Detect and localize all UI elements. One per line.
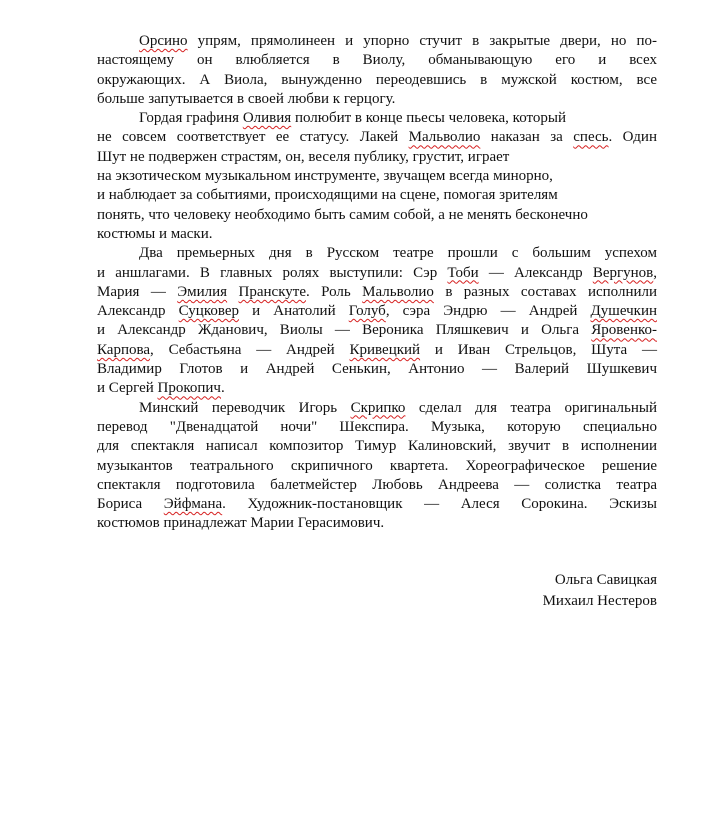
text-segment: . Один	[608, 129, 657, 146]
text-segment: костюмов принадлежат Марии Герасимович.	[97, 515, 385, 532]
text-segment: сделал для театра оригинальный	[405, 399, 657, 416]
text-line	[97, 495, 657, 514]
spellcheck-flagged-word: Мальволио	[362, 283, 434, 300]
text-line	[97, 476, 657, 495]
text-segment: Минский переводчик Игорь	[139, 399, 351, 416]
text-segment: не совсем соответствует ее статусу. Лакей	[97, 129, 409, 146]
text-segment: больше запутывается в своей любви к герцогу.	[97, 90, 396, 107]
text-segment: и Анатолий	[239, 303, 349, 320]
author-name: Ольга Савицкая	[554, 572, 657, 588]
text-line	[97, 206, 657, 225]
paragraph	[97, 32, 657, 109]
text-segment: наказан за	[480, 129, 574, 146]
text-segment: и Александр Жданович, Виолы — Вероника Пляшкевич и Ольга	[97, 322, 592, 339]
text-segment	[227, 284, 238, 300]
text-line	[97, 51, 657, 70]
text-line	[97, 283, 657, 302]
text-line	[97, 437, 657, 456]
text-segment: спектакля подготовила балетмейстер Любовь Андреева — солистка театра	[97, 476, 657, 493]
text-segment: Гордая графиня	[139, 110, 243, 127]
text-segment: костюмы и маски.	[97, 225, 213, 242]
text-line	[97, 399, 657, 418]
spellcheck-flagged-word: Мальволио	[408, 129, 481, 146]
text-segment: настоящему он влюбляется в Виолу, обманывающую его и всех	[97, 52, 657, 69]
text-line	[97, 109, 657, 128]
text-line	[97, 321, 657, 340]
text-line	[97, 457, 657, 476]
text-line	[97, 128, 657, 147]
spellcheck-flagged-word: спесь	[573, 129, 609, 146]
text-segment: , сэра Эндрю — Андрей	[385, 303, 591, 320]
text-segment: окружающих. А Виола, вынужденно переодевшись в мужской костюм, все	[97, 71, 657, 88]
spellcheck-flagged-word: Скрипко	[350, 399, 406, 416]
spellcheck-flagged-word: Пранскуте	[238, 283, 306, 300]
author-name: Михаил Нестеров	[542, 593, 657, 609]
text-segment: ,	[653, 264, 657, 281]
text-segment: упрям, прямолинеен и упорно стучит в закрытые двери, но по-	[187, 33, 657, 49]
text-segment: Шут не подвержен страстям, он, веселя публику, грустит, играет	[97, 148, 510, 165]
text-segment: и аншлагами. В главных ролях выступили: Сэр	[97, 264, 448, 281]
text-line	[97, 379, 657, 398]
text-line	[97, 148, 657, 167]
text-segment: Владимир Глотов и Андрей Сенькин, Антонио — Валерий Шушкевич	[97, 361, 657, 378]
text-line	[97, 244, 657, 263]
spellcheck-flagged-word: Орсино	[139, 33, 188, 49]
text-line	[97, 225, 657, 244]
article-body	[97, 32, 657, 534]
spellcheck-flagged-word: Вергунов	[592, 264, 654, 281]
text-line	[97, 167, 657, 186]
text-line	[97, 186, 657, 205]
text-segment: полюбит в конце пьесы человека, который	[291, 110, 566, 127]
text-segment: , Себастьяна — Андрей	[150, 341, 350, 358]
text-segment: — Александр	[478, 264, 593, 281]
text-line	[97, 360, 657, 379]
text-segment: и Иван Стрельцов, Шута —	[420, 341, 657, 358]
spellcheck-flagged-word: Голуб	[348, 303, 386, 320]
text-segment: .	[220, 380, 225, 397]
spellcheck-flagged-word: Яровенко-	[591, 322, 657, 339]
spellcheck-flagged-word: Оливия	[242, 110, 292, 127]
text-segment: в разных составах исполнили	[433, 283, 658, 300]
text-segment: Два премьерных дня в Русском театре прошли с большим успехом	[139, 245, 657, 262]
spellcheck-flagged-word: Суцковер	[178, 303, 240, 320]
spellcheck-flagged-word: Тоби	[447, 264, 479, 281]
text-line	[97, 32, 657, 51]
text-line	[97, 302, 657, 321]
author-signature	[400, 570, 657, 612]
spellcheck-flagged-word: Эмилия	[177, 283, 228, 300]
text-line	[97, 90, 657, 109]
text-segment: на экзотическом музыкальном инструменте, звучащем всегда минорно,	[97, 168, 553, 185]
spellcheck-flagged-word: Прокопич	[157, 380, 221, 397]
paragraph	[97, 244, 657, 398]
spellcheck-flagged-word: Эйфмана	[163, 496, 223, 513]
spellcheck-flagged-word: Карпова	[97, 341, 151, 358]
text-segment: Бориса	[97, 496, 164, 513]
text-segment: и Сергей	[97, 380, 158, 397]
text-line	[97, 264, 657, 283]
text-line	[97, 514, 657, 533]
spellcheck-flagged-word: Душечкин	[590, 303, 657, 320]
text-segment: и наблюдает за событиями, происходящими на сцене, помогая зрителям	[97, 187, 558, 204]
text-line	[97, 71, 657, 90]
text-segment: для спектакля написал композитор Тимур Калиновский, звучит в исполнении	[97, 438, 657, 455]
text-segment: . Художник-постановщик — Алеся Сорокина. Эскизы	[222, 496, 658, 513]
text-segment: понять, что человеку необходимо быть самим собой, а не менять бесконечно	[97, 206, 588, 223]
text-segment: . Роль	[305, 283, 363, 300]
spellcheck-flagged-word: Кривецкий	[349, 341, 421, 358]
text-segment: Мария —	[97, 283, 178, 300]
text-segment: музыкантов театрального скрипичного квартета. Хореографическое решение	[97, 457, 657, 474]
text-segment: Александр	[97, 303, 179, 320]
paragraph	[97, 109, 657, 244]
text-line	[97, 418, 657, 437]
paragraph	[97, 399, 657, 534]
text-segment: перевод "Двенадцатой ночи" Шекспира. Музыка, которую специально	[97, 418, 657, 435]
text-line	[97, 341, 657, 360]
